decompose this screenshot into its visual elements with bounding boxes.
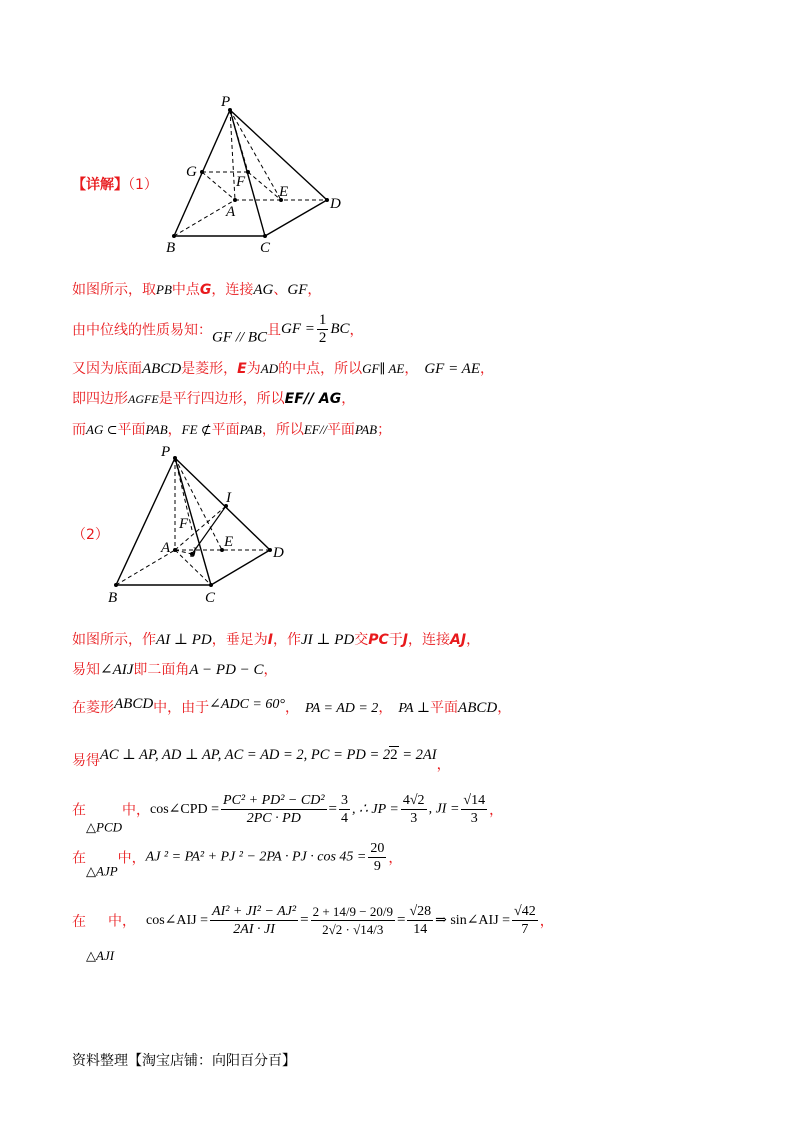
denominator: 4: [341, 811, 348, 826]
numerator: 3: [341, 793, 348, 808]
denominator: 2: [318, 330, 327, 346]
fig2-label-b: B: [108, 590, 118, 606]
math: GF // BC: [212, 329, 267, 346]
math: cos∠AIJ =: [146, 913, 209, 928]
text: 由中位线的性质易知：: [72, 322, 212, 339]
text: 且: [267, 322, 281, 339]
text: 即二面角: [133, 662, 190, 678]
text: ，: [167, 422, 182, 438]
triangle-pcd: △PCD: [86, 819, 122, 835]
numerator: PC² + PD² − CD²: [223, 793, 325, 808]
part2-line7: [72, 893, 554, 963]
numerator: AI² + JI² − AJ²: [212, 904, 297, 919]
fraction-half: [317, 312, 329, 347]
math: ∠ADC = 60°: [209, 697, 285, 712]
text: ，: [436, 757, 451, 773]
part1-line2: [72, 312, 364, 347]
math: GF =: [281, 321, 315, 337]
triangle-aji: △AJI: [86, 948, 115, 963]
fig2-label-j: J: [190, 545, 197, 561]
math: JI ⊥ PD: [300, 632, 355, 648]
text: 是菱形，: [181, 361, 238, 377]
text: 平面: [326, 422, 355, 438]
detail-bracket-label: 【详解】: [72, 177, 128, 193]
fig2-label-c: C: [205, 590, 216, 606]
sqrt-2: 2: [390, 747, 398, 763]
text: 、: [273, 282, 288, 298]
fraction-complex: [311, 893, 395, 948]
math: AG ⊂: [86, 422, 118, 437]
math: GF = AE: [424, 361, 480, 377]
math: PB: [156, 282, 172, 297]
text: ，连接: [211, 282, 254, 298]
fig1-label-b: B: [166, 240, 176, 256]
math: BC: [330, 321, 350, 337]
math: , ∴ JP =: [352, 802, 399, 817]
part1-number: （1）: [128, 177, 158, 193]
math: = 2AI: [398, 747, 437, 763]
fig2-label-a: A: [161, 540, 171, 556]
text: G: [199, 282, 212, 298]
text: AJ: [450, 632, 467, 648]
text: 而: [72, 422, 86, 438]
math: GF: [287, 282, 308, 298]
math: PAB: [239, 422, 262, 437]
math: PA ⊥: [398, 701, 431, 716]
text: ，: [284, 700, 299, 716]
fig1-label-e: E: [279, 184, 289, 200]
text: 中，由于: [153, 700, 210, 716]
math: FE ⊄: [181, 422, 212, 437]
denominator: 2PC · PD: [246, 811, 301, 826]
fraction-cos-cpd: [221, 792, 327, 827]
text: J: [402, 632, 409, 648]
part1-label: [72, 174, 158, 194]
fig2-label-e: E: [224, 534, 234, 550]
denominator: 3: [470, 811, 478, 826]
math: ∠AIJ: [100, 662, 134, 678]
fig1-label-c: C: [260, 240, 271, 256]
numerator: √14: [463, 793, 486, 808]
text: ，: [341, 391, 356, 407]
text: ，: [497, 700, 512, 716]
math: =: [300, 912, 309, 928]
text: ，: [307, 282, 322, 298]
text: 是平行四边形，所以: [158, 391, 285, 407]
text: ，所以: [261, 422, 304, 438]
math: cos∠CPD =: [150, 802, 220, 817]
text: ，作: [272, 632, 301, 648]
text: ，: [489, 802, 504, 819]
text: 如图所示，作: [72, 632, 156, 648]
fraction-ji: [461, 792, 487, 827]
pyramid-figure-1: [160, 92, 360, 262]
fraction-sqrt28-14: [407, 903, 433, 938]
part2-line1: [72, 629, 480, 649]
pyramid-figure-2: [100, 438, 300, 608]
text: ，: [480, 361, 494, 377]
fig1-label-g: G: [186, 164, 197, 180]
text: E: [237, 361, 247, 377]
text: 平面: [117, 422, 146, 438]
text: ，: [378, 700, 393, 716]
part2-line3: [72, 696, 511, 717]
math: PAB: [145, 422, 168, 437]
math: =: [396, 912, 406, 928]
numerator: 2 + 14/9 − 20/9: [311, 893, 395, 921]
math: PA = AD = 2: [304, 701, 379, 716]
text: 中，: [108, 913, 136, 930]
text: ，: [539, 913, 554, 930]
text: I: [267, 632, 273, 648]
fig2-label-f: F: [179, 516, 189, 532]
text: 平面: [430, 700, 459, 716]
denominator: 7: [521, 922, 529, 937]
fraction-jp: [401, 792, 427, 827]
part1-line3: [72, 358, 494, 378]
text: ，: [263, 662, 278, 678]
text: PC: [368, 632, 389, 648]
text: ，: [388, 850, 403, 867]
numerator: 1: [318, 312, 327, 328]
text: 的中点，所以: [278, 361, 363, 377]
triangle-ajp: △AJP: [86, 863, 118, 879]
part2-line5: [72, 792, 503, 836]
fig1-label-a: A: [226, 204, 236, 220]
fraction-3-4: [339, 792, 350, 827]
text: 如图所示，取: [72, 282, 156, 298]
text: 于: [388, 632, 403, 648]
part2-line2: [72, 659, 278, 679]
text: 平面: [211, 422, 240, 438]
math: AG: [253, 282, 274, 298]
fig1-label-d: D: [330, 196, 341, 212]
math: PAB: [354, 422, 378, 437]
math: AI ⊥ PD: [156, 632, 212, 648]
text: ，垂足为: [211, 632, 268, 648]
text: ；: [377, 422, 392, 438]
math: AD: [260, 361, 279, 376]
fraction-cos-aij: [210, 903, 298, 938]
denominator: 2√2 · √14/3: [322, 922, 384, 937]
fig2-label-i: I: [226, 490, 231, 506]
text: 中，: [122, 802, 150, 819]
math: GF∥ AE: [362, 361, 405, 376]
text: 即四边形: [72, 391, 128, 407]
text: ，: [349, 322, 364, 339]
numerator: 4√2: [402, 793, 425, 808]
math: AJ ² = PA² + PJ ² − 2PA · PJ · cos 45 =: [145, 849, 367, 865]
text: 易得: [72, 753, 100, 769]
math: AC ⊥ AP, AD ⊥ AP, AC = AD = 2, PC = PD = 2: [100, 747, 391, 763]
text: 中，: [117, 850, 146, 867]
text: 又因为底面: [72, 361, 142, 377]
math: AGFE: [128, 392, 159, 406]
math: ABCD: [458, 700, 498, 716]
text: 在: [72, 802, 86, 819]
part1-line1: [72, 279, 321, 299]
text: 在: [72, 850, 86, 867]
math: ⇒ sin∠AIJ =: [435, 913, 511, 928]
fig2-label-d: D: [273, 545, 284, 561]
denominator: 2AI · JI: [233, 922, 275, 937]
denominator: 9: [373, 859, 381, 874]
text: 在: [72, 913, 86, 930]
math: ABCD: [114, 696, 154, 712]
fraction-20-9: [368, 840, 386, 875]
math: EF// AG: [284, 391, 342, 407]
fraction-sqrt42-7: [512, 903, 538, 938]
denominator: 14: [413, 922, 428, 937]
math: , JI =: [428, 801, 460, 817]
math: ABCD: [142, 361, 182, 377]
numerator: 20: [370, 841, 385, 856]
text: 交: [354, 632, 369, 648]
text: 在菱形: [72, 700, 114, 716]
text: 易知: [72, 662, 100, 678]
math: =: [328, 801, 337, 817]
fig2-label-p: P: [161, 444, 171, 460]
fig1-label-f: F: [236, 174, 246, 190]
math: EF//: [303, 422, 327, 437]
footer-source: 资料整理【淘宝店铺：向阳百分百】: [72, 1053, 296, 1069]
part1-line4: [72, 388, 355, 408]
part1-line5: [72, 419, 391, 439]
part2-line6: [72, 840, 402, 880]
fig1-label-p: P: [221, 94, 231, 110]
numerator: √28: [409, 904, 432, 919]
part2-number: （2）: [72, 527, 109, 543]
math: A − PD − C: [189, 662, 264, 678]
text: ，: [466, 632, 481, 648]
text: 中点: [171, 282, 200, 298]
text: ，: [404, 361, 419, 377]
text: 为: [246, 361, 261, 377]
text: ，连接: [408, 632, 451, 648]
numerator: √42: [514, 904, 536, 919]
part2-line4: [72, 746, 451, 774]
denominator: 3: [410, 811, 418, 826]
